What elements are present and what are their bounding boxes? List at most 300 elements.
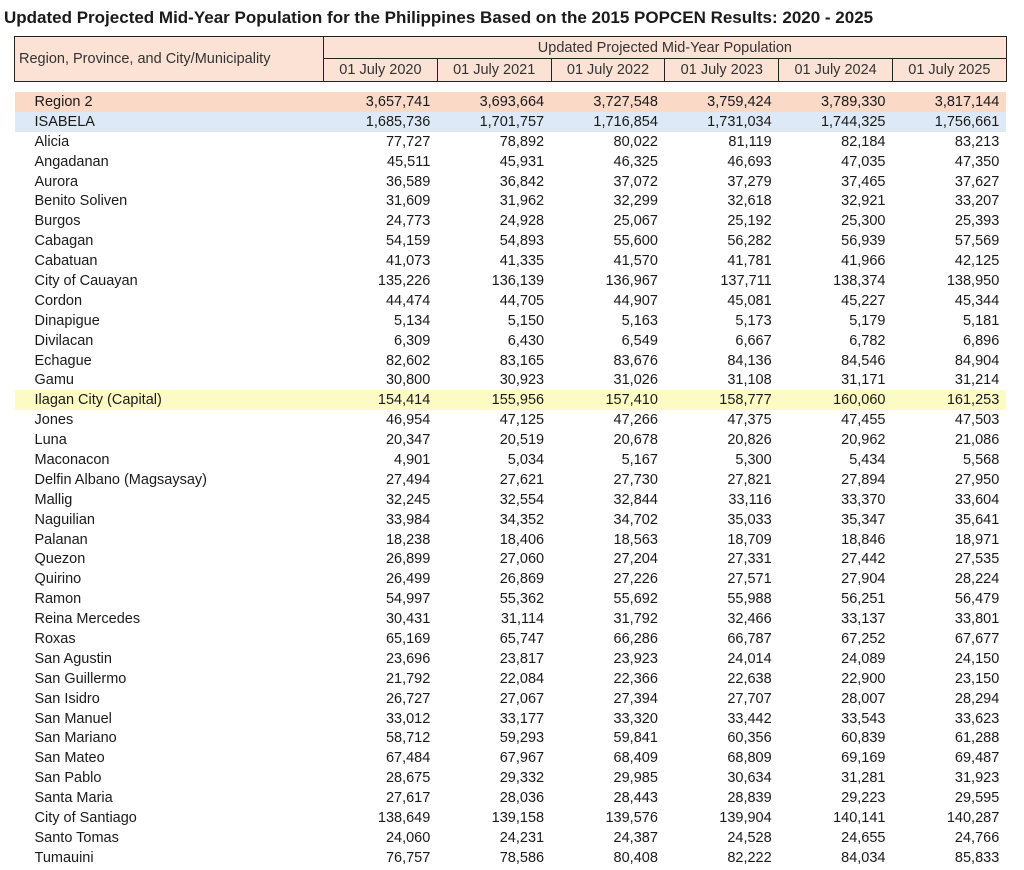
population-cell: 154,414 [324, 390, 438, 410]
population-cell: 37,072 [613, 173, 658, 190]
table-row [15, 430, 1007, 450]
population-cell: 25,300 [841, 213, 886, 230]
population-cell: 160,060 [779, 390, 893, 410]
population-cell: 26,727 [385, 690, 431, 707]
page-title: Updated Projected Mid-Year Population for the Philippines Based on the 2015 POPCEN Results: 2020 - 2025 [4, 8, 874, 27]
population-cell: 140,141 [833, 810, 886, 826]
population-cell: 82,184 [841, 133, 886, 150]
population-cell: 33,801 [954, 611, 1000, 628]
population-cell: 56,479 [954, 591, 1000, 608]
population-cell: 56,939 [841, 233, 886, 250]
population-cell: 1,731,034 [665, 112, 779, 132]
population-cell: 28,839 [727, 790, 772, 807]
row-name-cell: Cabatuan [34, 253, 98, 270]
population-cell: 46,693 [727, 153, 772, 170]
row-name-cell: Divilacan [34, 332, 94, 349]
row-name-cell: Gamu [34, 372, 74, 389]
population-cell: 33,137 [841, 611, 886, 628]
population-cell: 22,366 [613, 670, 658, 687]
population-cell: 5,434 [849, 451, 886, 468]
population-cell: 136,967 [605, 272, 658, 289]
year-header: 01 July 2023 [665, 59, 779, 82]
table-row [15, 231, 1007, 251]
population-cell: 45,081 [727, 292, 772, 309]
population-cell: 33,207 [954, 193, 1000, 210]
population-cell: 56,251 [841, 591, 886, 608]
population-cell: 27,331 [727, 551, 772, 568]
population-cell: 21,086 [954, 432, 1000, 449]
population-cell: 20,826 [727, 432, 772, 449]
population-cell: 60,839 [841, 730, 886, 747]
population-cell: 28,036 [499, 790, 545, 807]
population-cell: 69,487 [954, 750, 1000, 767]
table-row [15, 569, 1007, 589]
row-name-cell: Quirino [34, 571, 82, 588]
population-cell: 139,158 [491, 810, 545, 826]
row-name-cell: Echague [34, 352, 92, 369]
population-cell: 139,904 [719, 810, 772, 826]
population-cell: 37,627 [954, 173, 1000, 190]
population-cell: 41,073 [385, 253, 431, 270]
table-row [15, 609, 1007, 629]
table-row [15, 729, 1007, 749]
table-row [15, 490, 1007, 510]
population-cell: 27,621 [499, 471, 545, 488]
row-name-cell: Santa Maria [34, 790, 113, 807]
population-cell: 65,747 [499, 630, 545, 647]
population-cell: 24,231 [499, 829, 545, 846]
population-cell: 3,657,741 [324, 92, 438, 112]
population-cell: 158,777 [665, 390, 779, 410]
population-cell: 5,034 [507, 451, 545, 468]
row-name-cell: San Mariano [34, 730, 117, 747]
table-row [15, 589, 1007, 609]
population-cell: 33,370 [841, 491, 886, 508]
row-name-cell: Jones [34, 412, 74, 429]
table-row [15, 669, 1007, 689]
table-row [15, 351, 1007, 371]
population-cell: 35,033 [727, 511, 772, 528]
population-cell: 27,707 [727, 690, 772, 707]
population-cell: 55,988 [727, 591, 772, 608]
row-name-cell: City of Cauayan [34, 272, 138, 289]
table-row [15, 689, 1007, 709]
population-cell: 18,238 [385, 531, 431, 548]
population-cell: 46,954 [385, 412, 431, 429]
row-name-cell: Ramon [34, 591, 82, 608]
population-cell: 45,344 [954, 292, 1000, 309]
population-cell: 27,494 [385, 471, 431, 488]
population-cell: 22,900 [841, 670, 886, 687]
population-cell: 6,782 [849, 332, 886, 349]
population-cell: 27,571 [727, 571, 772, 588]
population-cell: 27,617 [385, 790, 431, 807]
population-cell: 140,287 [946, 810, 1000, 826]
population-cell: 33,320 [613, 710, 658, 727]
population-cell: 18,709 [727, 531, 772, 548]
population-cell: 27,821 [727, 471, 772, 488]
table-row [15, 450, 1007, 470]
table-row [15, 768, 1007, 788]
population-cell: 68,409 [613, 750, 658, 767]
population-cell: 22,638 [727, 670, 772, 687]
table-row [15, 549, 1007, 569]
population-cell: 55,600 [613, 233, 658, 250]
population-cell: 23,150 [954, 670, 1000, 687]
population-cell: 33,442 [727, 710, 772, 727]
population-cell: 135,226 [377, 272, 431, 289]
population-cell: 84,136 [727, 352, 772, 369]
population-cell: 27,894 [841, 471, 886, 488]
population-cell: 28,224 [954, 571, 1000, 588]
population-cell: 6,430 [507, 332, 545, 349]
population-cell: 34,352 [499, 511, 545, 528]
population-cell: 32,299 [613, 193, 658, 210]
population-cell: 5,173 [735, 312, 772, 329]
population-cell: 81,119 [728, 133, 772, 150]
population-cell: 24,528 [727, 829, 772, 846]
table-row [15, 172, 1007, 192]
population-cell: 31,108 [727, 372, 772, 389]
population-cell: 54,893 [499, 233, 545, 250]
population-cell: 41,966 [841, 253, 886, 270]
population-cell: 24,089 [841, 650, 886, 667]
population-cell: 27,535 [954, 551, 1000, 568]
population-cell: 24,060 [385, 829, 431, 846]
population-cell: 83,213 [954, 133, 1000, 150]
population-cell: 18,563 [613, 531, 658, 548]
population-cell: 84,034 [841, 849, 886, 866]
population-cell: 24,150 [954, 650, 1000, 667]
population-cell: 3,693,664 [437, 92, 551, 112]
population-cell: 67,967 [499, 750, 545, 767]
population-cell: 24,766 [954, 829, 1000, 846]
population-cell: 27,226 [613, 571, 658, 588]
population-cell: 76,757 [385, 849, 431, 866]
year-header: 01 July 2025 [892, 59, 1006, 82]
table-row [15, 649, 1007, 669]
population-cell: 28,443 [613, 790, 658, 807]
population-cell: 1,685,736 [324, 112, 438, 132]
population-cell: 45,227 [841, 292, 886, 309]
population-cell: 31,609 [385, 193, 431, 210]
population-cell: 138,649 [377, 810, 431, 826]
population-cell: 83,165 [499, 352, 545, 369]
table-row [15, 251, 1007, 271]
table-row [15, 191, 1007, 211]
year-header: 01 July 2024 [779, 59, 893, 82]
population-cell: 47,035 [841, 153, 886, 170]
population-cell: 57,569 [954, 233, 1000, 250]
population-cell: 25,192 [727, 213, 772, 230]
population-cell: 30,923 [499, 372, 545, 389]
table-row [15, 271, 1007, 291]
population-cell: 67,677 [954, 630, 1000, 647]
population-cell: 24,387 [613, 829, 658, 846]
year-header: 01 July 2020 [324, 59, 438, 82]
population-cell: 27,904 [841, 571, 886, 588]
row-name-cell: San Mateo [34, 750, 105, 767]
population-cell: 80,408 [613, 849, 658, 866]
row-name-cell: San Isidro [34, 690, 100, 707]
population-cell: 60,356 [727, 730, 772, 747]
population-cell: 139,576 [605, 810, 658, 826]
population-cell: 32,618 [727, 193, 772, 210]
population-cell: 25,067 [613, 213, 658, 230]
population-cell: 68,809 [727, 750, 772, 767]
population-cell: 32,466 [727, 611, 772, 628]
region-column-header: Region, Province, and City/Municipality [15, 37, 324, 82]
population-cell: 44,705 [499, 292, 545, 309]
table-row [15, 152, 1007, 172]
population-cell: 5,150 [507, 312, 545, 329]
population-cell: 59,841 [613, 730, 658, 747]
population-cell: 80,022 [613, 133, 658, 150]
population-cell: 35,347 [841, 511, 886, 528]
year-header: 01 July 2022 [551, 59, 665, 82]
row-name-cell: ISABELA [15, 112, 324, 132]
population-cell: 20,678 [613, 432, 658, 449]
row-name-cell: San Pablo [34, 770, 102, 787]
row-name-cell: San Manuel [34, 710, 112, 727]
population-cell: 29,985 [613, 770, 658, 787]
row-name-cell: San Agustin [34, 650, 112, 667]
year-header: 01 July 2021 [437, 59, 551, 82]
population-cell: 6,667 [735, 332, 772, 349]
population-cell: 55,692 [613, 591, 658, 608]
table-row [15, 530, 1007, 550]
population-cell: 24,014 [727, 650, 772, 667]
table-row [15, 370, 1007, 390]
population-cell: 44,474 [385, 292, 431, 309]
population-cell: 69,169 [841, 750, 886, 767]
population-cell: 47,266 [613, 412, 658, 429]
population-cell: 6,309 [394, 332, 431, 349]
row-name-cell: Mallig [34, 491, 73, 508]
table-row [15, 828, 1007, 848]
population-cell: 59,293 [499, 730, 545, 747]
population-cell: 36,589 [385, 173, 431, 190]
population-cell: 54,997 [385, 591, 431, 608]
population-cell: 35,641 [954, 511, 1000, 528]
population-cell: 66,286 [613, 630, 658, 647]
population-cell: 41,570 [613, 253, 658, 270]
row-name-cell: Dinapigue [34, 312, 100, 329]
row-name-cell: Luna [34, 432, 67, 449]
population-cell: 31,171 [841, 372, 886, 389]
population-cell: 18,846 [841, 531, 886, 548]
population-cell: 6,549 [621, 332, 658, 349]
population-cell: 33,604 [954, 491, 1000, 508]
population-cell: 5,300 [735, 451, 772, 468]
population-cell: 30,800 [385, 372, 431, 389]
population-cell: 31,214 [954, 372, 1000, 389]
population-cell: 22,084 [499, 670, 545, 687]
table-row [15, 331, 1007, 351]
row-name-cell: Santo Tomas [34, 829, 119, 846]
row-name-cell: Alicia [34, 133, 70, 150]
population-cell: 67,484 [385, 750, 431, 767]
population-cell: 85,833 [954, 849, 1000, 866]
table-row [15, 808, 1007, 828]
row-name-cell: Delfin Albano (Magsaysay) [34, 471, 207, 488]
population-cell: 18,406 [499, 531, 545, 548]
population-cell: 31,281 [841, 770, 886, 787]
population-cell: 5,163 [621, 312, 658, 329]
table-row [15, 629, 1007, 649]
population-cell: 27,394 [613, 690, 658, 707]
population-cell: 66,787 [727, 630, 772, 647]
table-row [15, 211, 1007, 231]
population-cell: 82,602 [385, 352, 431, 369]
population-cell: 24,773 [385, 213, 431, 230]
population-cell: 47,503 [954, 412, 1000, 429]
population-group-header: Updated Projected Mid-Year Population [324, 37, 1007, 59]
population-cell: 58,712 [385, 730, 431, 747]
row-name-cell: Benito Soliven [34, 193, 128, 210]
population-cell: 27,442 [841, 551, 886, 568]
population-cell: 4,901 [394, 451, 431, 468]
population-cell: 20,519 [499, 432, 545, 449]
population-cell: 3,817,144 [892, 92, 1006, 112]
population-cell: 47,350 [954, 153, 1000, 170]
row-name-cell: Region 2 [15, 92, 324, 112]
population-cell: 27,060 [499, 551, 545, 568]
table-row [15, 510, 1007, 530]
population-cell: 32,844 [613, 491, 658, 508]
population-cell: 27,730 [613, 471, 658, 488]
population-cell: 78,892 [499, 133, 545, 150]
population-cell: 67,252 [841, 630, 886, 647]
population-cell: 1,716,854 [551, 112, 665, 132]
population-cell: 65,169 [385, 630, 431, 647]
population-cell: 77,727 [385, 133, 431, 150]
population-cell: 78,586 [499, 849, 545, 866]
row-name-cell: Cabagan [34, 233, 94, 250]
population-cell: 33,543 [841, 710, 886, 727]
population-cell: 157,410 [551, 390, 665, 410]
row-name-cell: City of Santiago [34, 810, 137, 826]
population-cell: 20,347 [385, 432, 431, 449]
population-cell: 29,595 [954, 790, 1000, 807]
table-row [15, 112, 1007, 132]
row-name-cell: Quezon [34, 551, 86, 568]
population-cell: 136,139 [491, 272, 545, 289]
population-cell: 31,026 [613, 372, 658, 389]
row-name-cell: Maconacon [34, 451, 110, 468]
population-cell: 82,222 [727, 849, 772, 866]
population-cell: 26,499 [385, 571, 431, 588]
population-cell: 83,676 [613, 352, 658, 369]
population-cell: 37,279 [727, 173, 772, 190]
population-cell: 31,962 [499, 193, 545, 210]
table-row [15, 410, 1007, 430]
population-cell: 47,375 [727, 412, 772, 429]
population-cell: 33,623 [954, 710, 1000, 727]
population-cell: 6,896 [962, 332, 1000, 349]
population-cell: 24,928 [499, 213, 545, 230]
population-cell: 138,950 [946, 272, 1000, 289]
table-row [15, 788, 1007, 808]
population-cell: 32,554 [499, 491, 545, 508]
row-name-cell: Roxas [34, 630, 76, 647]
population-cell: 29,223 [841, 790, 886, 807]
population-cell: 18,971 [954, 531, 1000, 548]
population-cell: 27,067 [499, 690, 545, 707]
population-cell: 25,393 [954, 213, 1000, 230]
population-cell: 20,962 [841, 432, 886, 449]
population-cell: 138,374 [833, 272, 886, 289]
table-row [15, 92, 1007, 112]
population-cell: 28,007 [841, 690, 886, 707]
population-cell: 84,904 [954, 352, 1000, 369]
table-row [15, 132, 1007, 152]
population-cell: 30,634 [727, 770, 772, 787]
population-cell: 44,907 [613, 292, 658, 309]
population-cell: 28,675 [385, 770, 431, 787]
population-cell: 27,950 [954, 471, 1000, 488]
row-name-cell: Tumauini [34, 849, 94, 866]
population-cell: 24,655 [841, 829, 886, 846]
population-cell: 1,756,661 [892, 112, 1006, 132]
population-cell: 45,931 [499, 153, 545, 170]
population-cell: 27,204 [613, 551, 658, 568]
population-cell: 3,789,330 [779, 92, 893, 112]
table-row [15, 390, 1007, 410]
population-cell: 5,179 [849, 312, 886, 329]
spacer-row [15, 82, 1007, 93]
population-cell: 37,465 [841, 173, 886, 190]
population-cell: 23,696 [385, 650, 431, 667]
population-cell: 32,921 [841, 193, 886, 210]
population-cell: 3,727,548 [551, 92, 665, 112]
population-cell: 46,325 [613, 153, 658, 170]
population-cell: 21,792 [385, 670, 431, 687]
row-name-cell: San Guillermo [34, 670, 127, 687]
population-cell: 26,899 [385, 551, 431, 568]
population-cell: 26,869 [499, 571, 545, 588]
population-cell: 33,012 [385, 710, 431, 727]
row-name-cell: Aurora [34, 173, 79, 190]
row-name-cell: Ilagan City (Capital) [15, 390, 324, 410]
population-cell: 56,282 [727, 233, 772, 250]
row-name-cell: Cordon [34, 292, 83, 309]
population-cell: 31,923 [954, 770, 1000, 787]
population-cell: 41,335 [499, 253, 545, 270]
population-cell: 47,455 [841, 412, 886, 429]
table-row [15, 311, 1007, 331]
header-row-group [15, 37, 1007, 59]
population-cell: 5,181 [962, 312, 1000, 329]
table-body [15, 82, 1007, 868]
population-table [14, 36, 1007, 868]
population-cell: 61,288 [954, 730, 1000, 747]
population-cell: 47,125 [499, 412, 545, 429]
population-cell: 1,744,325 [779, 112, 893, 132]
population-cell: 28,294 [954, 690, 1000, 707]
population-cell: 32,245 [385, 491, 431, 508]
table-row [15, 748, 1007, 768]
population-cell: 5,167 [621, 451, 658, 468]
population-cell: 33,116 [728, 491, 772, 508]
row-name-cell: Angadanan [34, 153, 109, 170]
population-cell: 5,568 [962, 451, 1000, 468]
population-cell: 30,431 [385, 611, 431, 628]
population-cell: 137,711 [720, 272, 772, 289]
row-name-cell: Palanan [34, 531, 88, 548]
population-cell: 31,114 [500, 611, 545, 628]
row-name-cell: Reina Mercedes [34, 611, 141, 628]
